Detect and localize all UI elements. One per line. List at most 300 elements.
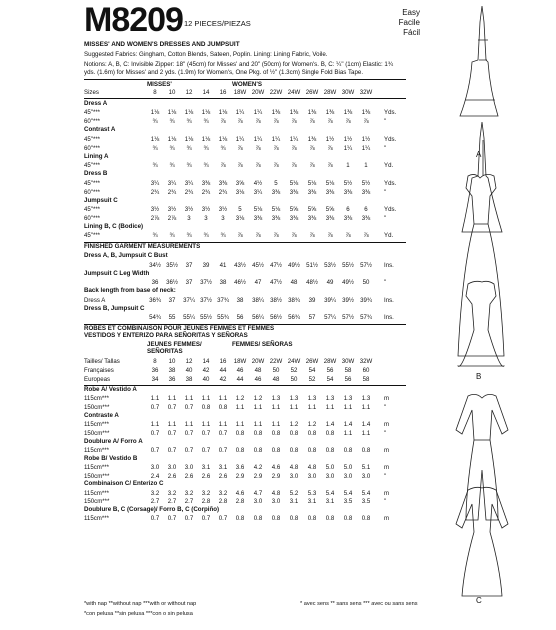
cell: 49½ [288, 261, 300, 269]
cell: 0.8 [289, 429, 299, 437]
cell: 0.7 [184, 446, 194, 454]
view-label-c: C [476, 596, 482, 605]
cell: 1¼ [253, 109, 263, 117]
cell: 53½ [324, 261, 336, 269]
difficulty-es: Fácil [403, 28, 420, 37]
difficulty [399, 8, 420, 38]
cell: 3⅜ [307, 188, 317, 196]
cell: 42 [219, 376, 227, 383]
cell: 0.7 [167, 429, 177, 437]
row-label: Tailles/ Tallas [84, 358, 120, 365]
cell: 5⅛ [307, 179, 317, 187]
fr-group-womens: FEMMES/ SEÑORAS [232, 341, 293, 348]
row-label: 45"*** [84, 135, 101, 143]
cell: 52 [308, 376, 316, 383]
cell: 3.2 [150, 489, 160, 497]
footer-es: *con pelusa **sin pelusa ***con o sin pelusa [84, 611, 193, 617]
cell: 6 [346, 206, 350, 213]
section-label: Dress B, Jumpsuit C [84, 304, 145, 312]
section-label: Robe A/ Vestido A [84, 386, 137, 393]
table-row [84, 366, 414, 375]
row-label: 45"*** [84, 162, 101, 170]
cell: 37¾ [217, 296, 229, 304]
cell: 1⅛ [201, 109, 211, 117]
cell: 0.8 [289, 446, 299, 454]
pieces-count: 12 PIECES/PIEZAS [184, 19, 251, 28]
cell: 38¼ [252, 296, 264, 304]
cell: 46 [236, 367, 244, 374]
cell: 0.8 [235, 446, 245, 454]
view-b-front-drawing [458, 174, 504, 356]
cell: 51½ [306, 261, 318, 269]
cell: 1¼ [271, 135, 281, 143]
cell: 5.4 [361, 489, 371, 497]
finished-title: FINISHED GARMENT MEASUREMENTS [84, 243, 201, 251]
unit: Yds. [384, 206, 397, 213]
table-row [84, 446, 414, 455]
row-label: 115cm*** [84, 395, 109, 403]
row-label: 150cm*** [84, 472, 110, 480]
cell: ¾ [186, 232, 192, 240]
cell: 0.8 [253, 515, 263, 523]
cell: 3⅜ [361, 215, 371, 222]
cell: 5 [274, 179, 278, 187]
cell: ⅞ [273, 232, 279, 240]
cell: 3.2 [184, 489, 194, 497]
cell: ⅞ [327, 162, 333, 170]
section-label: Doublure B, C (Corsage)/ Forro B, C (Corpiño) [84, 506, 220, 514]
cell: 0.8 [271, 515, 281, 523]
cell: 44 [236, 376, 244, 383]
cell: 0.8 [201, 404, 211, 411]
cell: 3 [187, 215, 191, 222]
cell: 1⅛ [167, 109, 177, 117]
view-a-front-drawing [460, 6, 498, 116]
cell: 1⅛ [150, 109, 160, 117]
cell: 2.6 [218, 472, 228, 480]
cell: ⅞ [327, 232, 333, 240]
size-cell: 28W [323, 89, 337, 96]
cell: 0.7 [167, 404, 177, 411]
cell: 1.1 [271, 421, 281, 428]
cell: 3⅝ [235, 179, 245, 187]
cell: 4.8 [307, 463, 317, 471]
fr-group-misses: JEUNES FEMMES/ SEÑORITAS [147, 341, 202, 355]
cell: 37 [185, 261, 193, 269]
row-label: Françaises [84, 367, 114, 374]
cell: 0.7 [184, 515, 194, 523]
row-label: Europeas [84, 376, 111, 383]
cell: 50 [290, 376, 298, 383]
cell: 3.2 [167, 489, 177, 497]
cell: 46½ [234, 279, 246, 287]
cell: 1.1 [361, 429, 371, 437]
cell: 14 [202, 358, 210, 365]
cell: 0.8 [271, 429, 281, 437]
table-row [84, 420, 414, 429]
cell: 47½ [270, 261, 282, 269]
cell: 0.8 [307, 515, 317, 523]
cell: ¾ [152, 162, 158, 170]
row-label: 45"*** [84, 179, 101, 187]
cell: 4.6 [271, 463, 281, 471]
cell: 46 [254, 376, 262, 383]
table-row [84, 231, 414, 240]
table-row [84, 214, 414, 223]
difficulty-en: Easy [402, 8, 420, 17]
cell: 2.9 [271, 472, 281, 480]
table-row [84, 394, 414, 403]
table-row [84, 357, 414, 366]
cell: 37 [168, 296, 176, 304]
cell: 3.1 [307, 498, 317, 506]
cell: 0.8 [343, 515, 353, 523]
cell: 0.7 [184, 429, 194, 437]
cell: 1.3 [361, 395, 371, 403]
cell: ¾ [152, 118, 158, 126]
cell: 0.7 [150, 515, 160, 523]
row-label: 115cm*** [84, 489, 109, 497]
cell: 50 [362, 279, 370, 287]
group-misses: MISSES' [147, 81, 172, 88]
cell: ¾ [203, 162, 209, 170]
cell: 0.8 [253, 446, 263, 454]
size-cell: 14 [202, 89, 210, 96]
table-row [84, 161, 414, 170]
size-cell: 12 [185, 89, 193, 96]
cell: 3.1 [218, 463, 228, 471]
cell: 1.3 [307, 395, 317, 403]
cell: 0.8 [361, 446, 371, 454]
cell: ¾ [152, 144, 158, 152]
cell: ⅞ [327, 144, 333, 152]
cell: 5⅝ [289, 206, 299, 213]
cell: 5⅛ [271, 206, 281, 213]
row-label: Dress A [84, 296, 106, 304]
cell: 1¼ [289, 135, 299, 143]
cell: 1⅜ [307, 135, 317, 143]
cell: ¾ [203, 232, 209, 240]
table-row [84, 463, 414, 472]
cell: 1.4 [343, 421, 353, 428]
cell: 3½ [184, 206, 194, 213]
cell: ⅞ [273, 118, 279, 126]
cell: 1.1 [150, 395, 160, 403]
table-row [84, 296, 414, 305]
unit: m [384, 421, 390, 428]
cell: 37¼ [183, 296, 195, 304]
cell: 0.8 [218, 404, 228, 411]
cell: 39 [202, 261, 210, 269]
cell: 0.7 [167, 446, 177, 454]
cell: 1¼ [343, 144, 353, 152]
cell: 3 [221, 215, 225, 222]
cell: ¾ [169, 232, 175, 240]
cell: 1.1 [150, 421, 160, 428]
cell: 38 [236, 296, 244, 304]
cell: 1.1 [253, 421, 263, 428]
cell: 5⅝ [325, 206, 335, 213]
unit: " [384, 498, 387, 506]
cell: 1⅛ [167, 135, 177, 143]
cell: 5½ [343, 179, 353, 187]
cell: 5.4 [325, 489, 335, 497]
table-row [84, 489, 414, 498]
unit: " [384, 144, 387, 152]
table-row [84, 108, 414, 117]
cell: 1⅜ [271, 109, 281, 117]
size-cell: 30W [341, 89, 355, 96]
cell: 0.7 [167, 515, 177, 523]
cell: 5½ [361, 179, 371, 187]
cell: 10 [168, 358, 176, 365]
cell: 3.1 [325, 498, 335, 506]
row-label: 115cm*** [84, 446, 109, 454]
unit: m [384, 463, 390, 471]
cell: 0.8 [325, 429, 335, 437]
cell: 2.9 [235, 472, 245, 480]
cell: 52 [290, 367, 298, 374]
cell: 1.1 [253, 404, 263, 411]
cell: 1.1 [343, 404, 353, 411]
unit: m [384, 395, 390, 403]
table-row [84, 261, 414, 270]
cell: 55 [168, 314, 176, 321]
cell: 5.0 [325, 463, 335, 471]
notions: Notions: A, B, C: Invisible Zipper: 18" (45cm) for Misses' and 20" (50cm) for Women's. B, C: ¼" (1cm) Elastic: 1¾ yds. (1.6m) for Misses' and 2 yds. (1.9m) for Women's, One Pkg. of ½" (1.3cm) Single Fold Bias Tape. [84, 61, 394, 76]
section-label: Contraste A [84, 411, 119, 419]
cell: 3.0 [150, 463, 160, 471]
size-cell: 10 [168, 89, 176, 96]
table-row [84, 179, 414, 188]
cell: 57¼ [324, 314, 336, 321]
cell: 1¼ [235, 135, 245, 143]
unit: Ins. [384, 261, 394, 269]
section-label: Lining A [84, 152, 109, 160]
cell: 4.2 [253, 463, 263, 471]
cell: 3⅜ [361, 188, 371, 196]
section-label: Combinaison C/ Enterizo C [84, 480, 164, 488]
pattern-number: M8209 [84, 1, 183, 39]
cell: 22W [269, 358, 283, 365]
section-label: Contrast A [84, 126, 116, 134]
cell: ⅞ [363, 232, 369, 240]
cell: ¾ [169, 118, 175, 126]
size-cell: 8 [153, 89, 157, 96]
cell: 3.0 [271, 498, 281, 506]
cell: 0.8 [307, 446, 317, 454]
cell: 49½ [342, 279, 354, 287]
cell: 44 [219, 367, 227, 374]
cell: ⅞ [220, 118, 226, 126]
cell: 1¼ [361, 144, 371, 152]
view-label-a: A [476, 150, 482, 159]
cell: 36½ [166, 279, 178, 287]
cell: 56½ [270, 314, 282, 321]
unit: " [384, 215, 387, 222]
size-cell: 20W [251, 89, 265, 96]
cell: 1.1 [343, 429, 353, 437]
cell: 60 [362, 367, 370, 374]
cell: ⅞ [291, 118, 297, 126]
cell: 3.0 [167, 463, 177, 471]
cell: 1.2 [307, 421, 317, 428]
cell: 43½ [234, 261, 246, 269]
cell: ⅞ [309, 232, 315, 240]
cell: 1⅜ [307, 109, 317, 117]
cell: 39¾ [360, 296, 372, 304]
cell: 55¼ [183, 314, 195, 321]
difficulty-fr: Facile [398, 18, 420, 27]
cell: 2⅞ [150, 215, 160, 222]
cell: 1⅜ [361, 109, 371, 117]
cell: 3⅜ [325, 188, 335, 196]
footer-fr: * avec sens ** sans sens *** avec ou sans sens [300, 601, 418, 607]
cell: 5.0 [343, 463, 353, 471]
section-label: Back length from base of neck: [84, 287, 176, 295]
cell: 28W [323, 358, 337, 365]
cell: 3.0 [253, 498, 263, 506]
cell: 56 [236, 314, 244, 321]
cell: 24W [287, 358, 301, 365]
cell: 2.7 [184, 498, 194, 506]
cell: 3.0 [343, 472, 353, 480]
cell: 3⅜ [289, 188, 299, 196]
cell: 1.3 [343, 395, 353, 403]
cell: 20W [251, 358, 265, 365]
unit: Yds. [384, 109, 397, 117]
cell: 56 [326, 367, 334, 374]
cell: 1⅛ [201, 135, 211, 143]
cell: 47½ [270, 279, 282, 287]
cell: 3 [204, 215, 208, 222]
row-label: 60"*** [84, 188, 101, 196]
cell: 26W [305, 358, 319, 365]
table-row [84, 313, 414, 322]
cell: 3¼ [253, 188, 263, 196]
view-label-b: B [476, 372, 482, 381]
section-label: Dress A [84, 100, 108, 107]
cell: 3.5 [361, 498, 371, 506]
garment-illustrations [420, 0, 556, 630]
cell: 36 [168, 376, 176, 383]
pattern-title: MISSES' AND WOMEN'S DRESSES AND JUMPSUIT [84, 41, 240, 48]
cell: 2.8 [201, 498, 211, 506]
sizes-label: Sizes [84, 89, 99, 96]
size-cell: 24W [287, 89, 301, 96]
cell: 0.7 [150, 404, 160, 411]
cell: ⅞ [237, 162, 243, 170]
cell: 1.1 [184, 395, 194, 403]
cell: 6 [364, 206, 368, 213]
cell: 4.7 [253, 489, 263, 497]
cell: 1¼ [235, 109, 245, 117]
cell: 56¼ [252, 314, 264, 321]
row-label: 45"*** [84, 232, 101, 240]
unit: Yds. [384, 135, 397, 143]
unit: m [384, 489, 390, 497]
cell: ⅞ [327, 118, 333, 126]
cell: 8 [153, 358, 157, 365]
cell: 1½ [343, 135, 353, 143]
cell: 42 [202, 367, 210, 374]
row-label: 150cm*** [84, 404, 110, 411]
cell: 37½ [200, 296, 212, 304]
cell: 3⅜ [271, 188, 281, 196]
cell: 38¾ [288, 296, 300, 304]
cell: 50 [272, 367, 280, 374]
cell: 1½ [325, 135, 335, 143]
row-label: 45"*** [84, 109, 101, 117]
cell: 18W [233, 358, 247, 365]
cell: 36 [151, 279, 159, 287]
cell: 55½ [200, 314, 212, 321]
cell: 1.4 [361, 421, 371, 428]
cell: 0.8 [235, 429, 245, 437]
footer-en: *with nap **without nap ***with or without nap [84, 601, 197, 607]
table-row [84, 144, 414, 153]
cell: 0.8 [325, 515, 335, 523]
cell: 2.9 [253, 472, 263, 480]
cell: 1.1 [218, 395, 228, 403]
cell: 2.7 [150, 498, 160, 506]
cell: 3.0 [325, 472, 335, 480]
cell: 3⅛ [235, 188, 245, 196]
section-label: Jumpsuit C Leg Width [84, 269, 150, 277]
cell: 38½ [270, 296, 282, 304]
cell: 1⅛ [218, 135, 228, 143]
table-row [84, 497, 414, 506]
cell: 3⅜ [271, 215, 281, 222]
cell: 57½ [360, 261, 372, 269]
view-c-back-drawing [456, 487, 508, 596]
cell: 55¾ [217, 314, 229, 321]
cell: 3.1 [201, 463, 211, 471]
cell: 0.7 [184, 404, 194, 411]
cell: 0.7 [201, 515, 211, 523]
cell: 2¾ [150, 188, 160, 196]
es-heading: VESTIDOS Y ENTERIZO PARA SEÑORITAS Y SEÑORAS [84, 332, 248, 339]
cell: 5 [238, 206, 242, 213]
cell: 0.8 [343, 446, 353, 454]
cell: 35½ [166, 261, 178, 269]
cell: 54¾ [149, 314, 161, 321]
cell: 1 [346, 162, 350, 170]
cell: 57 [308, 314, 316, 321]
table-row [84, 278, 414, 287]
section-label: Robe B/ Vestido B [84, 454, 138, 462]
cell: 0.7 [201, 446, 211, 454]
cell: 55½ [342, 261, 354, 269]
row-label: 45"*** [84, 206, 101, 213]
cell: ⅞ [237, 144, 243, 152]
cell: 2.6 [184, 472, 194, 480]
row-label: 60"*** [84, 215, 101, 222]
unit: " [384, 188, 387, 196]
table-row [84, 205, 414, 214]
cell: 3.0 [307, 472, 317, 480]
cell: 58 [362, 376, 370, 383]
section-label: Lining B, C (Bodice) [84, 223, 144, 230]
cell: 5⅛ [289, 179, 299, 187]
view-b-back-drawing [458, 281, 504, 366]
cell: ⅞ [291, 232, 297, 240]
cell: 1.2 [289, 421, 299, 428]
cell: 2.6 [167, 472, 177, 480]
table-row [84, 117, 414, 126]
cell: 3.0 [289, 472, 299, 480]
table-row [84, 375, 414, 384]
